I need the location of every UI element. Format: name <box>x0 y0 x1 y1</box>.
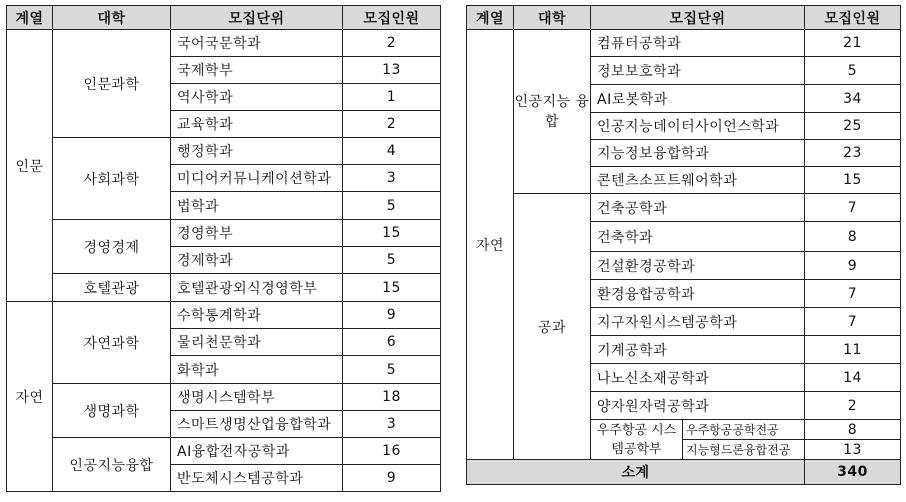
unit-cell: 인공지능데이터사이언스학과 <box>591 113 805 140</box>
unit-cell: 화학과 <box>171 356 343 384</box>
count-cell: 9 <box>805 252 901 280</box>
unit-cell: 콘텐츠소프트웨어학과 <box>591 167 805 194</box>
count-cell: 4 <box>343 138 441 165</box>
table-row <box>7 438 441 465</box>
unit-cell: 호텔관광외식경영학부 <box>171 274 343 302</box>
unit-cell: 미디어커뮤니케이션학과 <box>171 165 343 192</box>
header-college: 대학 <box>53 6 171 30</box>
count-cell: 5 <box>343 356 441 384</box>
unit-cell: 환경융합공학과 <box>591 280 805 308</box>
count-cell: 6 <box>343 329 441 356</box>
unit-cell: 지능정보융합학과 <box>591 140 805 167</box>
unit-cell: 행정학과 <box>171 138 343 165</box>
college-cell: 생명과학 <box>53 384 171 438</box>
count-cell: 7 <box>805 194 901 222</box>
unit-cell: 스마트생명산업융합학과 <box>171 411 343 438</box>
unit-cell: 경제학과 <box>171 247 343 274</box>
count-cell: 3 <box>343 165 441 192</box>
header-field: 계열 <box>7 6 53 30</box>
count-cell: 25 <box>805 113 901 140</box>
count-cell: 8 <box>805 420 901 440</box>
count-cell: 14 <box>805 364 901 392</box>
unit-cell: 기계공학과 <box>591 336 805 364</box>
major-cell: 우주항공공학전공 <box>683 420 805 440</box>
table-row <box>7 302 441 329</box>
table-row <box>7 138 441 165</box>
table-row <box>467 30 901 57</box>
college-cell: 인공지능융합 <box>53 438 171 492</box>
count-cell: 15 <box>805 167 901 194</box>
count-cell: 18 <box>343 384 441 411</box>
count-cell: 21 <box>805 30 901 57</box>
count-cell: 9 <box>343 302 441 329</box>
header-field: 계열 <box>467 6 514 30</box>
college-cell: 경영경제 <box>53 220 171 274</box>
unit-cell: 양자원자력공학과 <box>591 392 805 420</box>
count-cell: 15 <box>343 220 441 247</box>
unit-cell: 국제학부 <box>171 57 343 84</box>
table-row <box>467 194 901 222</box>
count-cell: 34 <box>805 85 901 113</box>
unit-cell: AI로봇학과 <box>591 85 805 113</box>
left-admission-table <box>6 5 441 492</box>
count-cell: 2 <box>805 392 901 420</box>
count-cell: 7 <box>805 280 901 308</box>
unit-cell: 반도체시스템공학과 <box>171 465 343 492</box>
unit-cell: AI융합전자공학과 <box>171 438 343 465</box>
count-cell: 7 <box>805 308 901 336</box>
college-cell: 사회과학 <box>53 138 171 220</box>
unit-cell: 나노신소재공학과 <box>591 364 805 392</box>
count-cell: 1 <box>343 84 441 111</box>
count-cell: 2 <box>343 111 441 138</box>
header-unit: 모집단위 <box>171 6 343 30</box>
unit-cell: 역사학과 <box>171 84 343 111</box>
unit-cell: 지구자원시스템공학과 <box>591 308 805 336</box>
count-cell: 3 <box>343 411 441 438</box>
total-row <box>467 460 901 485</box>
count-cell: 16 <box>343 438 441 465</box>
field-cell: 인문 <box>7 30 53 302</box>
unit-cell: 물리천문학과 <box>171 329 343 356</box>
unit-cell: 생명시스템학부 <box>171 384 343 411</box>
count-cell: 5 <box>343 247 441 274</box>
unit-cell: 국어국문학과 <box>171 30 343 57</box>
header-row <box>467 6 901 30</box>
count-cell: 9 <box>343 465 441 492</box>
college-cell: 호텔관광 <box>53 274 171 302</box>
table-row <box>7 384 441 411</box>
count-cell: 15 <box>343 274 441 302</box>
total-label: 소계 <box>467 460 805 485</box>
count-cell: 8 <box>805 222 901 252</box>
major-cell: 지능형드론융합전공 <box>683 440 805 460</box>
header-count: 모집인원 <box>343 6 441 30</box>
count-cell: 13 <box>805 440 901 460</box>
subdivision-cell: 우주항공 시스템공학부 <box>591 420 683 460</box>
count-cell: 11 <box>805 336 901 364</box>
unit-cell: 법학과 <box>171 192 343 220</box>
header-unit: 모집단위 <box>591 6 805 30</box>
unit-cell: 수학통계학과 <box>171 302 343 329</box>
count-cell: 23 <box>805 140 901 167</box>
college-cell: 공과 <box>514 194 591 460</box>
field-cell: 자연 <box>467 30 514 460</box>
unit-cell: 건설환경공학과 <box>591 252 805 280</box>
count-cell: 13 <box>343 57 441 84</box>
unit-cell: 건축학과 <box>591 222 805 252</box>
count-cell: 2 <box>343 30 441 57</box>
total-count: 340 <box>805 460 901 485</box>
count-cell: 5 <box>805 57 901 85</box>
unit-cell: 정보보호학과 <box>591 57 805 85</box>
table-row <box>7 274 441 302</box>
header-college: 대학 <box>514 6 591 30</box>
table-row <box>7 220 441 247</box>
table-row <box>7 30 441 57</box>
count-cell: 5 <box>343 192 441 220</box>
unit-cell: 컴퓨터공학과 <box>591 30 805 57</box>
college-cell: 인공지능 융합 <box>514 30 591 194</box>
header-row <box>7 6 441 30</box>
field-cell: 자연 <box>7 302 53 492</box>
header-count: 모집인원 <box>805 6 901 30</box>
unit-cell: 건축공학과 <box>591 194 805 222</box>
college-cell: 자연과학 <box>53 302 171 384</box>
unit-cell: 교육학과 <box>171 111 343 138</box>
college-cell: 인문과학 <box>53 30 171 138</box>
unit-cell: 경영학부 <box>171 220 343 247</box>
right-admission-table <box>466 5 901 485</box>
